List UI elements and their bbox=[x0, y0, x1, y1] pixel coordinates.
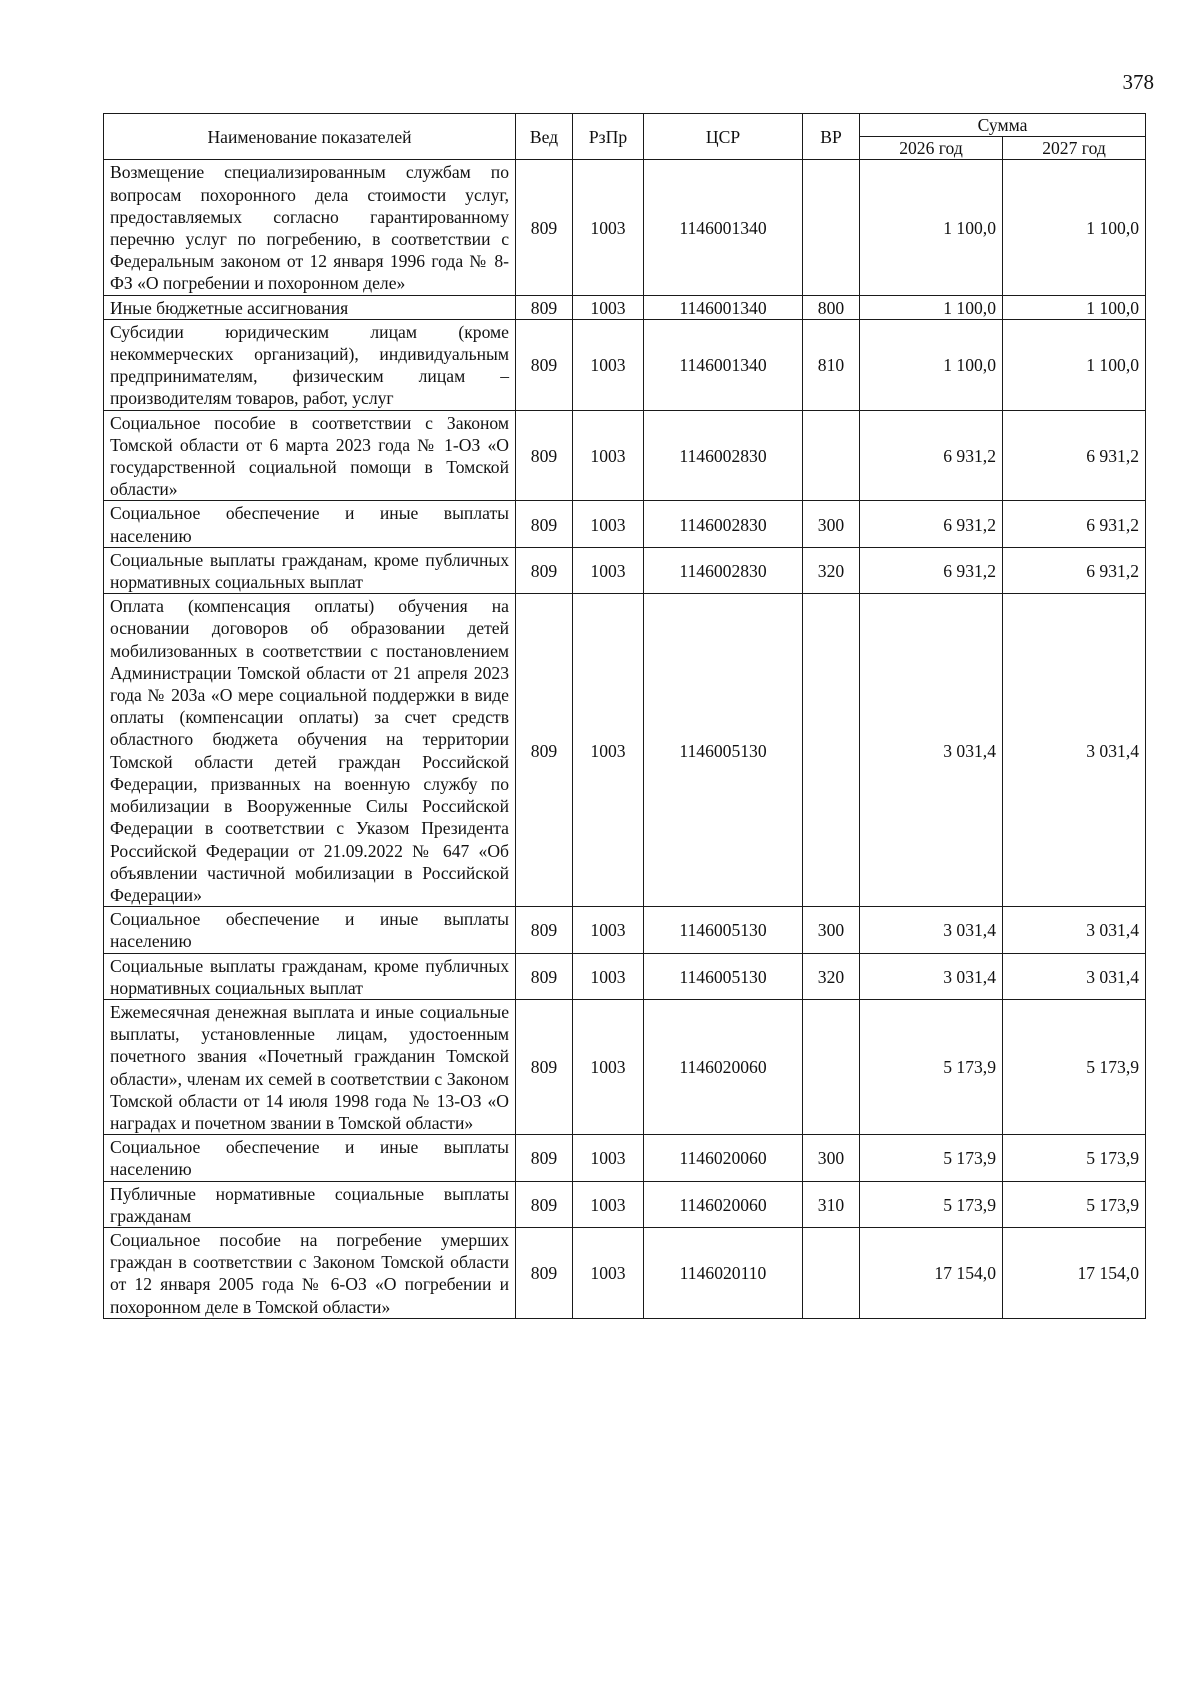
table-row bbox=[104, 1181, 1146, 1227]
vr-code: 300 bbox=[803, 1135, 860, 1181]
indicator-name: Иные бюджетные ассигнования bbox=[104, 295, 516, 319]
header-rzpr: РзПр bbox=[573, 114, 644, 160]
sum-2027: 17 154,0 bbox=[1003, 1227, 1146, 1318]
rzpr-code: 1003 bbox=[573, 594, 644, 907]
table-row bbox=[104, 501, 1146, 547]
rzpr-code: 1003 bbox=[573, 410, 644, 501]
table-header bbox=[104, 114, 1146, 160]
sum-2027: 1 100,0 bbox=[1003, 295, 1146, 319]
sum-2027: 6 931,2 bbox=[1003, 501, 1146, 547]
vr-code: 320 bbox=[803, 953, 860, 999]
ved-code: 809 bbox=[516, 594, 573, 907]
page-number: 378 bbox=[1122, 70, 1154, 94]
table-row bbox=[104, 594, 1146, 907]
header-sum: Сумма bbox=[860, 114, 1146, 137]
csr-code: 1146020060 bbox=[644, 1181, 803, 1227]
sum-2027: 3 031,4 bbox=[1003, 907, 1146, 953]
rzpr-code: 1003 bbox=[573, 907, 644, 953]
rzpr-code: 1003 bbox=[573, 999, 644, 1134]
sum-2026: 1 100,0 bbox=[860, 295, 1003, 319]
rzpr-code: 1003 bbox=[573, 1181, 644, 1227]
vr-code bbox=[803, 1227, 860, 1318]
indicator-name: Субсидии юридическим лицам (кроме некоммерческих организаций), индивидуальным предпринимателям, физическим лицам – производителям товаров, работ, услуг bbox=[104, 319, 516, 410]
vr-code: 300 bbox=[803, 907, 860, 953]
vr-code bbox=[803, 999, 860, 1134]
rzpr-code: 1003 bbox=[573, 160, 644, 295]
sum-2026: 3 031,4 bbox=[860, 594, 1003, 907]
header-vr: ВР bbox=[803, 114, 860, 160]
sum-2026: 6 931,2 bbox=[860, 501, 1003, 547]
ved-code: 809 bbox=[516, 907, 573, 953]
ved-code: 809 bbox=[516, 1181, 573, 1227]
indicator-name: Публичные нормативные социальные выплаты гражданам bbox=[104, 1181, 516, 1227]
csr-code: 1146002830 bbox=[644, 547, 803, 593]
table-body bbox=[104, 160, 1146, 1318]
sum-2027: 1 100,0 bbox=[1003, 160, 1146, 295]
table-row bbox=[104, 1135, 1146, 1181]
sum-2026: 1 100,0 bbox=[860, 160, 1003, 295]
csr-code: 1146002830 bbox=[644, 410, 803, 501]
table-row bbox=[104, 953, 1146, 999]
sum-2026: 3 031,4 bbox=[860, 953, 1003, 999]
rzpr-code: 1003 bbox=[573, 1227, 644, 1318]
csr-code: 1146005130 bbox=[644, 907, 803, 953]
ved-code: 809 bbox=[516, 501, 573, 547]
indicator-name: Социальные выплаты гражданам, кроме публичных нормативных социальных выплат bbox=[104, 547, 516, 593]
table-row bbox=[104, 999, 1146, 1134]
sum-2027: 3 031,4 bbox=[1003, 594, 1146, 907]
sum-2027: 5 173,9 bbox=[1003, 999, 1146, 1134]
indicator-name: Социальное обеспечение и иные выплаты населению bbox=[104, 501, 516, 547]
sum-2026: 1 100,0 bbox=[860, 319, 1003, 410]
sum-2027: 5 173,9 bbox=[1003, 1181, 1146, 1227]
vr-code bbox=[803, 160, 860, 295]
sum-2026: 5 173,9 bbox=[860, 1181, 1003, 1227]
ved-code: 809 bbox=[516, 1135, 573, 1181]
table-row bbox=[104, 410, 1146, 501]
csr-code: 1146001340 bbox=[644, 319, 803, 410]
sum-2027: 6 931,2 bbox=[1003, 547, 1146, 593]
sum-2026: 5 173,9 bbox=[860, 999, 1003, 1134]
vr-code: 810 bbox=[803, 319, 860, 410]
indicator-name: Социальное обеспечение и иные выплаты населению bbox=[104, 1135, 516, 1181]
table-row bbox=[104, 907, 1146, 953]
csr-code: 1146002830 bbox=[644, 501, 803, 547]
sum-2027: 5 173,9 bbox=[1003, 1135, 1146, 1181]
vr-code: 320 bbox=[803, 547, 860, 593]
ved-code: 809 bbox=[516, 547, 573, 593]
table-row bbox=[104, 547, 1146, 593]
rzpr-code: 1003 bbox=[573, 1135, 644, 1181]
sum-2026: 6 931,2 bbox=[860, 410, 1003, 501]
indicator-name: Социальное пособие на погребение умерших граждан в соответствии с Законом Томской области от 12 января 2005 года № 6-ОЗ «О погребении и похоронном деле в Томской области» bbox=[104, 1227, 516, 1318]
vr-code: 300 bbox=[803, 501, 860, 547]
rzpr-code: 1003 bbox=[573, 319, 644, 410]
ved-code: 809 bbox=[516, 319, 573, 410]
indicator-name: Социальное пособие в соответствии с Законом Томской области от 6 марта 2023 года № 1-ОЗ «О государственной социальной помощи в Томской области» bbox=[104, 410, 516, 501]
csr-code: 1146020060 bbox=[644, 1135, 803, 1181]
ved-code: 809 bbox=[516, 1227, 573, 1318]
sum-2027: 1 100,0 bbox=[1003, 319, 1146, 410]
indicator-name: Оплата (компенсация оплаты) обучения на основании договоров об образовании детей мобилизованных в соответствии с постановлением Администрации Томской области от 21 апреля 2023 года № 203а «О мере социальной поддержки в виде оплаты (компенсации оплаты) за счет средств областного бюджета обучения на территории Томской области детей граждан Российской Федерации, призванных на военную службу по мобилизации в Вооруженные Силы Российской Федерации в соответствии с Указом Президента Российской Федерации от 21.09.2022 № 647 «Об объявлении частичной мобилизации в Российской Федерации» bbox=[104, 594, 516, 907]
rzpr-code: 1003 bbox=[573, 501, 644, 547]
header-year-2027: 2027 год bbox=[1003, 137, 1146, 160]
sum-2026: 5 173,9 bbox=[860, 1135, 1003, 1181]
rzpr-code: 1003 bbox=[573, 295, 644, 319]
rzpr-code: 1003 bbox=[573, 547, 644, 593]
csr-code: 1146001340 bbox=[644, 295, 803, 319]
ved-code: 809 bbox=[516, 953, 573, 999]
sum-2026: 17 154,0 bbox=[860, 1227, 1003, 1318]
rzpr-code: 1003 bbox=[573, 953, 644, 999]
table-row bbox=[104, 295, 1146, 319]
ved-code: 809 bbox=[516, 160, 573, 295]
table-row bbox=[104, 1227, 1146, 1318]
csr-code: 1146020060 bbox=[644, 999, 803, 1134]
sum-2027: 3 031,4 bbox=[1003, 953, 1146, 999]
ved-code: 809 bbox=[516, 295, 573, 319]
csr-code: 1146005130 bbox=[644, 594, 803, 907]
vr-code: 310 bbox=[803, 1181, 860, 1227]
csr-code: 1146020110 bbox=[644, 1227, 803, 1318]
vr-code bbox=[803, 594, 860, 907]
indicator-name: Ежемесячная денежная выплата и иные социальные выплаты, установленные лицам, удостоенным почетного звания «Почетный гражданин Томской области», членам их семей в соответствии с Законом Томской области от 14 июля 1998 года № 13-ОЗ «О наградах и почетном звании в Томской области» bbox=[104, 999, 516, 1134]
budget-table bbox=[103, 113, 1146, 1319]
indicator-name: Социальное обеспечение и иные выплаты населению bbox=[104, 907, 516, 953]
csr-code: 1146005130 bbox=[644, 953, 803, 999]
vr-code bbox=[803, 410, 860, 501]
csr-code: 1146001340 bbox=[644, 160, 803, 295]
vr-code: 800 bbox=[803, 295, 860, 319]
table-row bbox=[104, 319, 1146, 410]
ved-code: 809 bbox=[516, 999, 573, 1134]
header-ved: Вед bbox=[516, 114, 573, 160]
table-row bbox=[104, 160, 1146, 295]
sum-2027: 6 931,2 bbox=[1003, 410, 1146, 501]
ved-code: 809 bbox=[516, 410, 573, 501]
indicator-name: Возмещение специализированным службам по вопросам похоронного дела стоимости услуг, предоставляемых согласно гарантированному перечню услуг по погребению, в соответствии с Федеральным законом от 12 января 1996 года № 8-ФЗ «О погребении и похоронном деле» bbox=[104, 160, 516, 295]
sum-2026: 6 931,2 bbox=[860, 547, 1003, 593]
indicator-name: Социальные выплаты гражданам, кроме публичных нормативных социальных выплат bbox=[104, 953, 516, 999]
header-csr: ЦСР bbox=[644, 114, 803, 160]
header-year-2026: 2026 год bbox=[860, 137, 1003, 160]
header-name: Наименование показателей bbox=[104, 114, 516, 160]
sum-2026: 3 031,4 bbox=[860, 907, 1003, 953]
